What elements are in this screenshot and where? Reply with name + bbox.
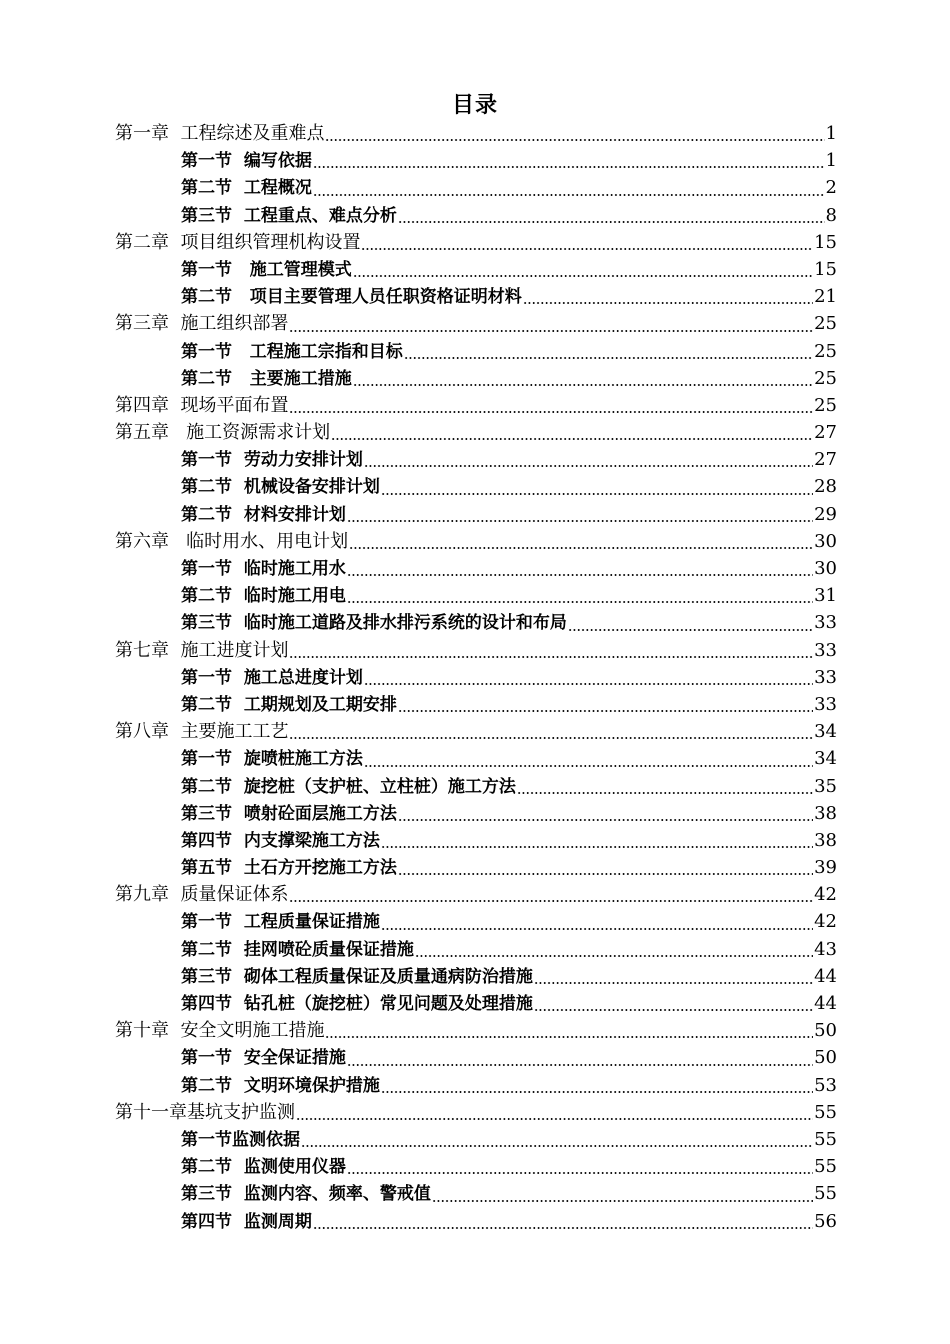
toc-section-entry[interactable]: [115, 773, 837, 800]
toc-dot-leader: [381, 493, 813, 495]
toc-dot-leader: [325, 139, 824, 141]
toc-section-entry[interactable]: [115, 745, 837, 772]
toc-section-entry[interactable]: [115, 1126, 837, 1153]
toc-dot-leader: [523, 302, 813, 304]
toc-chapter-entry[interactable]: [115, 392, 837, 419]
toc-section-entry[interactable]: [115, 664, 837, 691]
toc-entry-label: 第三节 砌体工程质量保证及质量通病防治措施: [181, 966, 533, 987]
toc-dot-leader: [331, 438, 813, 440]
toc-page-number: 55: [814, 1128, 837, 1150]
toc-dot-leader: [381, 1091, 813, 1093]
toc-page-number: 29: [814, 503, 837, 525]
toc-page-number: 1: [825, 123, 837, 144]
toc-entry-label: 第三节 监测内容、频率、警戒值: [181, 1184, 431, 1205]
toc-page-number: 21: [814, 286, 837, 308]
toc-entry-label: 第九章 质量保证体系: [115, 884, 289, 906]
toc-dot-leader: [325, 1036, 813, 1038]
toc-dot-leader: [404, 357, 813, 359]
toc-dot-leader: [398, 873, 813, 875]
toc-entry-label: 第一节 工程施工宗指和目标: [181, 341, 403, 362]
toc-title: 目录: [451, 92, 498, 118]
toc-page-number: 33: [814, 693, 837, 715]
toc-dot-leader: [534, 1009, 813, 1011]
toc-page-number: 31: [814, 585, 837, 607]
toc-dot-leader: [398, 819, 813, 821]
toc-dot-leader: [347, 1172, 813, 1174]
toc-section-entry[interactable]: [115, 609, 837, 636]
toc-dot-leader: [313, 166, 825, 168]
toc-page-number: 25: [814, 340, 837, 362]
toc-dot-leader: [296, 1118, 813, 1120]
toc-entry-label: 第二节 主要施工措施: [181, 368, 352, 389]
toc-entry-label: 第八章 主要施工工艺: [115, 721, 289, 743]
toc-section-entry[interactable]: [115, 908, 837, 935]
toc-dot-leader: [347, 520, 813, 522]
toc-entry-label: 第二节 工期规划及工期安排: [181, 694, 397, 715]
toc-dot-leader: [568, 629, 813, 631]
toc-dot-leader: [353, 384, 813, 386]
toc-page-number: 42: [814, 911, 837, 933]
toc-entry-label: 第一节 安全保证措施: [181, 1048, 346, 1069]
toc-section-entry[interactable]: [115, 555, 837, 582]
toc-chapter-entry[interactable]: [115, 1017, 837, 1044]
toc-entry-label: 第七章 施工进度计划: [115, 639, 289, 661]
toc-entry-label: 第一节 劳动力安排计划: [181, 450, 363, 471]
toc-page-number: 56: [814, 1210, 837, 1232]
toc-page-number: 35: [814, 775, 837, 797]
toc-page-number: 30: [814, 530, 837, 552]
toc-section-entry[interactable]: [115, 827, 837, 854]
toc-entry-label: 第三节 喷射砼面层施工方法: [181, 803, 397, 824]
toc-dot-leader: [364, 465, 813, 467]
toc-page-number: 30: [814, 558, 837, 579]
toc-entry-label: 第二节 机械设备安排计划: [181, 477, 380, 498]
toc-entry-label: 第二节 临时施工用电: [181, 586, 346, 607]
toc-dot-leader: [364, 765, 813, 767]
toc-chapter-entry[interactable]: [115, 1099, 837, 1126]
toc-dot-leader: [289, 900, 813, 902]
toc-section-entry[interactable]: [115, 147, 837, 174]
toc-dot-leader: [347, 601, 813, 603]
toc-dot-leader: [289, 737, 813, 739]
toc-section-entry[interactable]: [115, 256, 837, 283]
toc-page-number: 50: [814, 1020, 837, 1042]
toc-page-number: 27: [814, 449, 837, 471]
toc-entry-label: 第四章 现场平面布置: [115, 394, 289, 416]
toc-entry-label: 第四节 钻孔桩（旋挖桩）常见问题及处理措施: [181, 994, 533, 1014]
toc-page-number: 42: [814, 884, 837, 906]
toc-entry-label: 第二节 材料安排计划: [181, 504, 346, 525]
toc-section-entry[interactable]: [115, 1044, 837, 1071]
toc-chapter-entry[interactable]: [115, 528, 837, 555]
toc-section-entry[interactable]: [115, 990, 837, 1017]
toc-dot-leader: [313, 194, 825, 196]
toc-section-entry[interactable]: [115, 501, 837, 528]
toc-page-number: 33: [814, 666, 837, 688]
toc-chapter-entry[interactable]: [115, 718, 837, 745]
toc-entry-label: 第五节 土石方开挖施工方法: [181, 858, 397, 879]
toc-page-number: 38: [814, 829, 837, 851]
toc-entry-label: 第四节 内支撑梁施工方法: [181, 830, 380, 851]
toc-page-number: 50: [814, 1047, 837, 1069]
toc-section-entry[interactable]: [115, 582, 837, 609]
toc-page-number: 55: [814, 1183, 837, 1205]
toc-entry-label: 第一节 临时施工用水: [181, 559, 346, 579]
toc-page-number: 53: [814, 1074, 837, 1096]
toc-dot-leader: [517, 792, 813, 794]
toc-page-number: 55: [814, 1101, 837, 1123]
toc-entry-label: 第二章 项目组织管理机构设置: [115, 231, 361, 253]
toc-dot-leader: [381, 846, 813, 848]
toc-chapter-entry[interactable]: [115, 310, 837, 337]
toc-entry-label: 第一节 编写依据: [181, 151, 312, 172]
toc-entry-label: 第二节 工程概况: [181, 178, 312, 199]
toc-entry-label: 第一章 工程综述及重难点: [115, 123, 325, 144]
toc-section-entry[interactable]: [115, 1180, 837, 1207]
toc-dot-leader: [289, 411, 813, 413]
toc-page-number: 2: [825, 177, 837, 199]
toc-entry-label: 第六章 临时用水、用电计划: [115, 530, 349, 552]
toc-page-number: 33: [814, 639, 837, 661]
toc-page-number: 15: [814, 258, 837, 280]
toc-section-entry[interactable]: [115, 446, 837, 473]
toc-dot-leader: [353, 275, 813, 277]
toc-entry-label: 第一节 工程质量保证措施: [181, 912, 380, 933]
toc-section-entry[interactable]: [115, 800, 837, 827]
toc-page-number: 34: [814, 748, 837, 770]
toc-chapter-entry[interactable]: [115, 637, 837, 664]
toc-entry-label: 第二节 挂网喷砼质量保证措施: [181, 939, 414, 960]
toc-entry-label: 第一节 旋喷桩施工方法: [181, 749, 363, 770]
toc-section-entry[interactable]: [115, 854, 837, 881]
toc-page-number: 33: [814, 612, 837, 634]
table-of-contents: [115, 120, 837, 1235]
toc-page-number: 39: [814, 857, 837, 879]
toc-dot-leader: [364, 683, 813, 685]
toc-entry-label: 第三节 工程重点、难点分析: [181, 205, 397, 226]
toc-page-number: 15: [814, 231, 837, 253]
toc-dot-leader: [398, 710, 813, 712]
toc-dot-leader: [289, 330, 813, 332]
toc-dot-leader: [349, 547, 813, 549]
toc-page-number: 8: [825, 204, 837, 226]
toc-chapter-entry[interactable]: [115, 419, 837, 446]
toc-section-entry[interactable]: [115, 473, 837, 500]
toc-chapter-entry[interactable]: [115, 881, 837, 908]
toc-entry-label: 第二节 旋挖桩（支护桩、立柱桩）施工方法: [181, 776, 516, 797]
toc-section-entry[interactable]: [115, 283, 837, 310]
toc-dot-leader: [347, 1064, 813, 1066]
toc-entry-label: 第一节监测依据: [181, 1129, 300, 1150]
toc-section-entry[interactable]: [115, 1072, 837, 1099]
toc-entry-label: 第十章 安全文明施工措施: [115, 1020, 325, 1042]
toc-dot-leader: [301, 1145, 813, 1147]
toc-page-number: 43: [814, 938, 837, 960]
toc-dot-leader: [381, 928, 813, 930]
toc-page-number: 38: [814, 802, 837, 824]
toc-page-number: 28: [814, 476, 837, 498]
toc-dot-leader: [432, 1200, 813, 1202]
toc-dot-leader: [534, 982, 813, 984]
toc-page-number: 55: [814, 1156, 837, 1178]
toc-entry-label: 第二节 文明环境保护措施: [181, 1075, 380, 1096]
toc-entry-label: 第一节 施工总进度计划: [181, 667, 363, 688]
toc-page-number: 25: [814, 313, 837, 335]
toc-entry-label: 第三章 施工组织部署: [115, 313, 289, 335]
toc-entry-label: 第十一章基坑支护监测: [115, 1101, 295, 1123]
toc-section-entry[interactable]: [115, 1153, 837, 1180]
toc-entry-label: 第一节 施工管理模式: [181, 259, 352, 280]
toc-section-entry[interactable]: [115, 691, 837, 718]
toc-dot-leader: [313, 1227, 813, 1229]
toc-entry-label: 第二节 监测使用仪器: [181, 1157, 346, 1178]
toc-page-number: 44: [814, 965, 837, 987]
toc-chapter-entry[interactable]: [115, 120, 837, 147]
toc-page-number: 25: [814, 394, 837, 416]
toc-section-entry[interactable]: [115, 174, 837, 201]
toc-dot-leader: [398, 221, 825, 223]
toc-entry-label: 第五章 施工资源需求计划: [115, 422, 331, 444]
toc-page-number: 1: [825, 150, 837, 172]
toc-entry-label: 第三节 临时施工道路及排水排污系统的设计和布局: [181, 613, 567, 634]
toc-section-entry[interactable]: [115, 936, 837, 963]
toc-section-entry[interactable]: [115, 1208, 837, 1235]
toc-dot-leader: [289, 656, 813, 658]
toc-section-entry[interactable]: [115, 365, 837, 392]
toc-page-number: 25: [814, 367, 837, 389]
toc-page-number: 44: [814, 993, 837, 1014]
toc-entry-label: 第四节 监测周期: [181, 1211, 312, 1232]
toc-dot-leader: [361, 248, 813, 250]
toc-dot-leader: [415, 955, 813, 957]
toc-chapter-entry[interactable]: [115, 229, 837, 256]
toc-section-entry[interactable]: [115, 963, 837, 990]
toc-page-number: 34: [814, 721, 837, 743]
toc-entry-label: 第二节 项目主要管理人员任职资格证明材料: [181, 287, 522, 308]
toc-section-entry[interactable]: [115, 202, 837, 229]
toc-dot-leader: [347, 574, 813, 576]
toc-page-number: 27: [814, 422, 837, 444]
toc-section-entry[interactable]: [115, 338, 837, 365]
